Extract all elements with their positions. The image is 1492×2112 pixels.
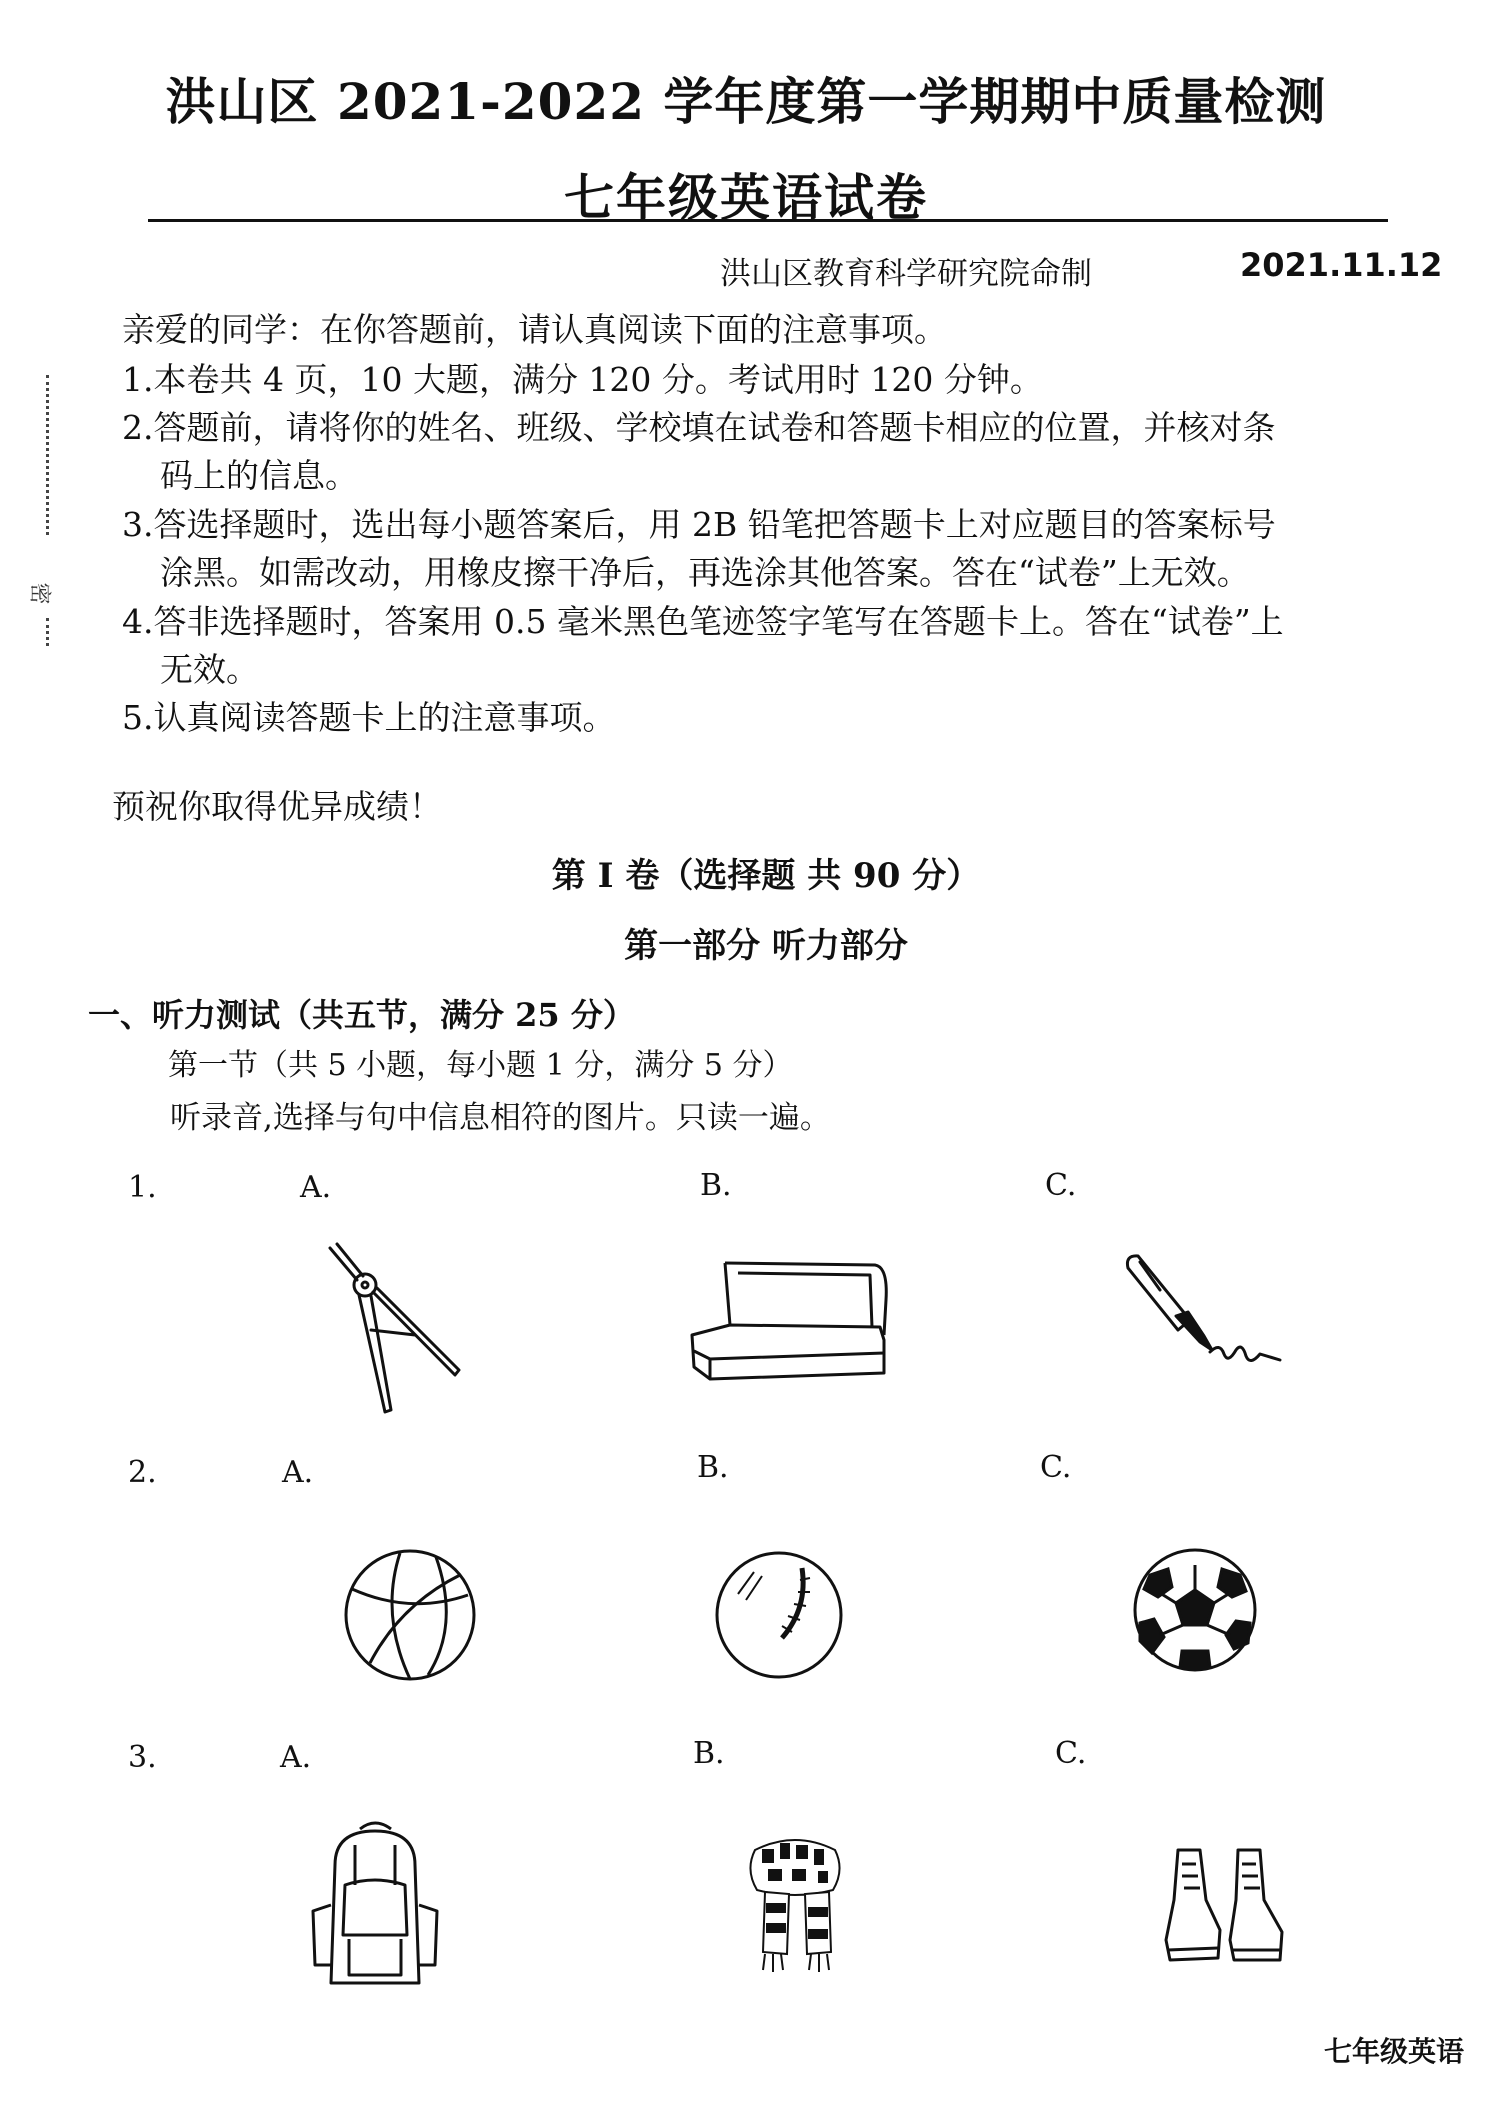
notice-greeting: 亲爱的同学：在你答题前，请认真阅读下面的注意事项。 <box>122 310 947 349</box>
exam-date: 2021.11.12 <box>1240 246 1443 284</box>
exam-subtitle: 七年级英语试卷 <box>564 168 928 227</box>
instruction: 听录音,选择与句中信息相符的图片。只读一遍。 <box>170 1100 831 1136</box>
question-number: 1. <box>128 1170 157 1205</box>
notice-item-cont: 无效。 <box>160 650 259 689</box>
backpack-icon <box>305 1815 445 1995</box>
scarf-icon <box>735 1830 855 1980</box>
title-divider <box>148 219 1388 222</box>
notice-item: 4.答非选择题时，答案用 0.5 毫米黑色笔迹签字笔写在答题卡上。答在“试卷”上 <box>122 602 1284 641</box>
exam-title: 洪山区 2021-2022 学年度第一学期期中质量检测 <box>165 72 1327 131</box>
publisher: 洪山区教育科学研究院命制 <box>720 256 1092 292</box>
baseball-icon <box>712 1548 847 1683</box>
soccer-ball-icon <box>1130 1545 1260 1675</box>
compass-icon <box>315 1240 475 1415</box>
sneakers-icon <box>1160 1840 1290 1980</box>
seal-line-lower <box>46 618 49 646</box>
fountain-pen-icon <box>1120 1250 1290 1390</box>
notice-item-cont: 涂黑。如需改动，用橡皮擦干净后，再选涂其他答案。答在“试卷”上无效。 <box>160 553 1250 592</box>
notice-item: 5.认真阅读答题卡上的注意事项。 <box>122 698 616 737</box>
page-footer: 七年级英语 <box>1323 2035 1464 2068</box>
listening-heading: 一、听力测试（共五节，满分 25 分） <box>88 996 635 1034</box>
option-label: B. <box>693 1736 725 1771</box>
notice-item: 1.本卷共 4 页，10 大题，满分 120 分。考试用时 120 分钟。 <box>122 360 1043 399</box>
option-label: A. <box>280 1740 312 1775</box>
question-number: 2. <box>128 1455 157 1490</box>
pencil-box-icon <box>680 1255 890 1395</box>
notice-item: 3.答选择题时，选出每小题答案后，用 2B 铅笔把答题卡上对应题目的答案标号 <box>122 505 1276 544</box>
option-label: C. <box>1045 1168 1077 1203</box>
subsection-heading: 第一节（共 5 小题，每小题 1 分，满分 5 分） <box>168 1048 793 1083</box>
question-number: 3. <box>128 1740 157 1775</box>
option-label: B. <box>697 1450 729 1485</box>
notice-item: 2.答题前，请将你的姓名、班级、学校填在试卷和答题卡相应的位置，并核对条 <box>122 408 1276 447</box>
seal-line <box>46 375 49 535</box>
option-label: B. <box>700 1168 732 1203</box>
notice-item-cont: 码上的信息。 <box>160 456 358 495</box>
basketball-icon <box>340 1545 480 1685</box>
option-label: A. <box>282 1455 314 1490</box>
notice-wish: 预祝你取得优异成绩！ <box>112 787 442 826</box>
volume-heading: 第 I 卷（选择题 共 90 分） <box>551 856 981 896</box>
option-label: C. <box>1040 1450 1072 1485</box>
option-label: C. <box>1055 1736 1087 1771</box>
part-heading: 第一部分 听力部分 <box>624 926 908 966</box>
option-label: A. <box>300 1170 332 1205</box>
seal-mark: 密 <box>26 582 52 605</box>
